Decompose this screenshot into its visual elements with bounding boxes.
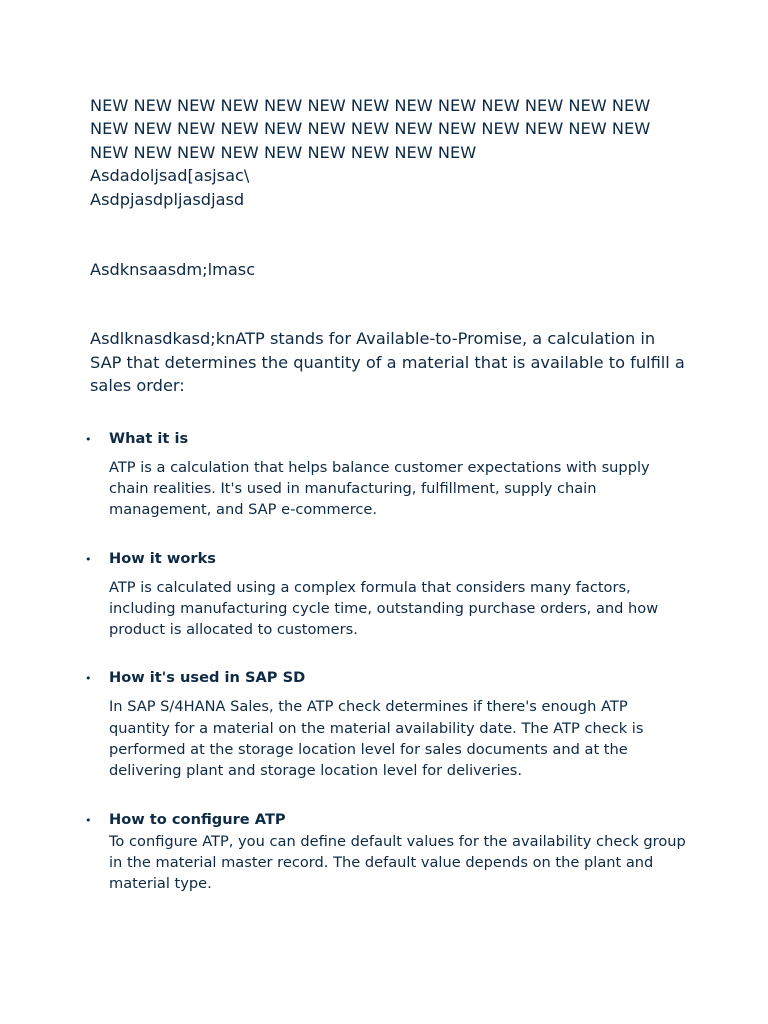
section-title: How to configure ATP	[109, 810, 286, 828]
section-body: ATP is a calculation that helps balance customer expectations with supply chain realities. It's used in manufacturing, fulfillment, supply chain management, and SAP e-commerce.	[109, 458, 650, 519]
section-body: To configure ATP, you can define default values for the availability check group in the material master record. The default value depends on the plant and material type.	[109, 832, 686, 893]
bullet-icon: •	[85, 813, 92, 827]
bullet-icon: •	[85, 672, 92, 686]
list-item	[85, 549, 688, 641]
list-item	[85, 429, 688, 521]
section-title: How it works	[109, 549, 216, 567]
section-title: How it's used in SAP SD	[109, 669, 306, 687]
list-item	[85, 669, 688, 781]
spacer	[90, 281, 688, 327]
intro-line-2: Asdadoljsad[asjsac\	[90, 166, 250, 186]
section-title: What it is	[109, 429, 189, 447]
section-body: In SAP S/4HANA Sales, the ATP check determines if there's enough ATP quantity for a material on the material availability date. The ATP check is performed at the storage location level for sales documents and at the delivering plant and storage location level for deliveries.	[109, 698, 644, 780]
bullet-icon: •	[85, 432, 92, 446]
intro-line-3: Asdpjasdpljasdjasd	[90, 189, 245, 209]
list-item	[85, 810, 688, 895]
section-body: ATP is calculated using a complex formula that considers many factors, including manufacturing cycle time, outstanding purchase orders, and how product is allocated to customers.	[109, 578, 659, 639]
intro-block	[90, 94, 688, 211]
intro-new-line: NEW NEW NEW NEW NEW NEW NEW NEW NEW NEW NEW NEW NEW NEW NEW NEW NEW NEW NEW NEW NEW NEW NEW NEW NEW NEW NEW NEW NEW NEW NEW NEW NEW NEW NEW	[90, 96, 651, 162]
spacer	[90, 211, 688, 258]
bullet-icon: •	[85, 552, 92, 566]
paragraph-2: Asdlknasdkasd;knATP stands for Available-to-Promise, a calculation in SAP that determines the quantity of a material that is available to fulfill a sales order:	[90, 329, 685, 396]
section-list	[85, 429, 688, 895]
paragraph-1: Asdknsaasdm;lmasc	[90, 260, 256, 280]
